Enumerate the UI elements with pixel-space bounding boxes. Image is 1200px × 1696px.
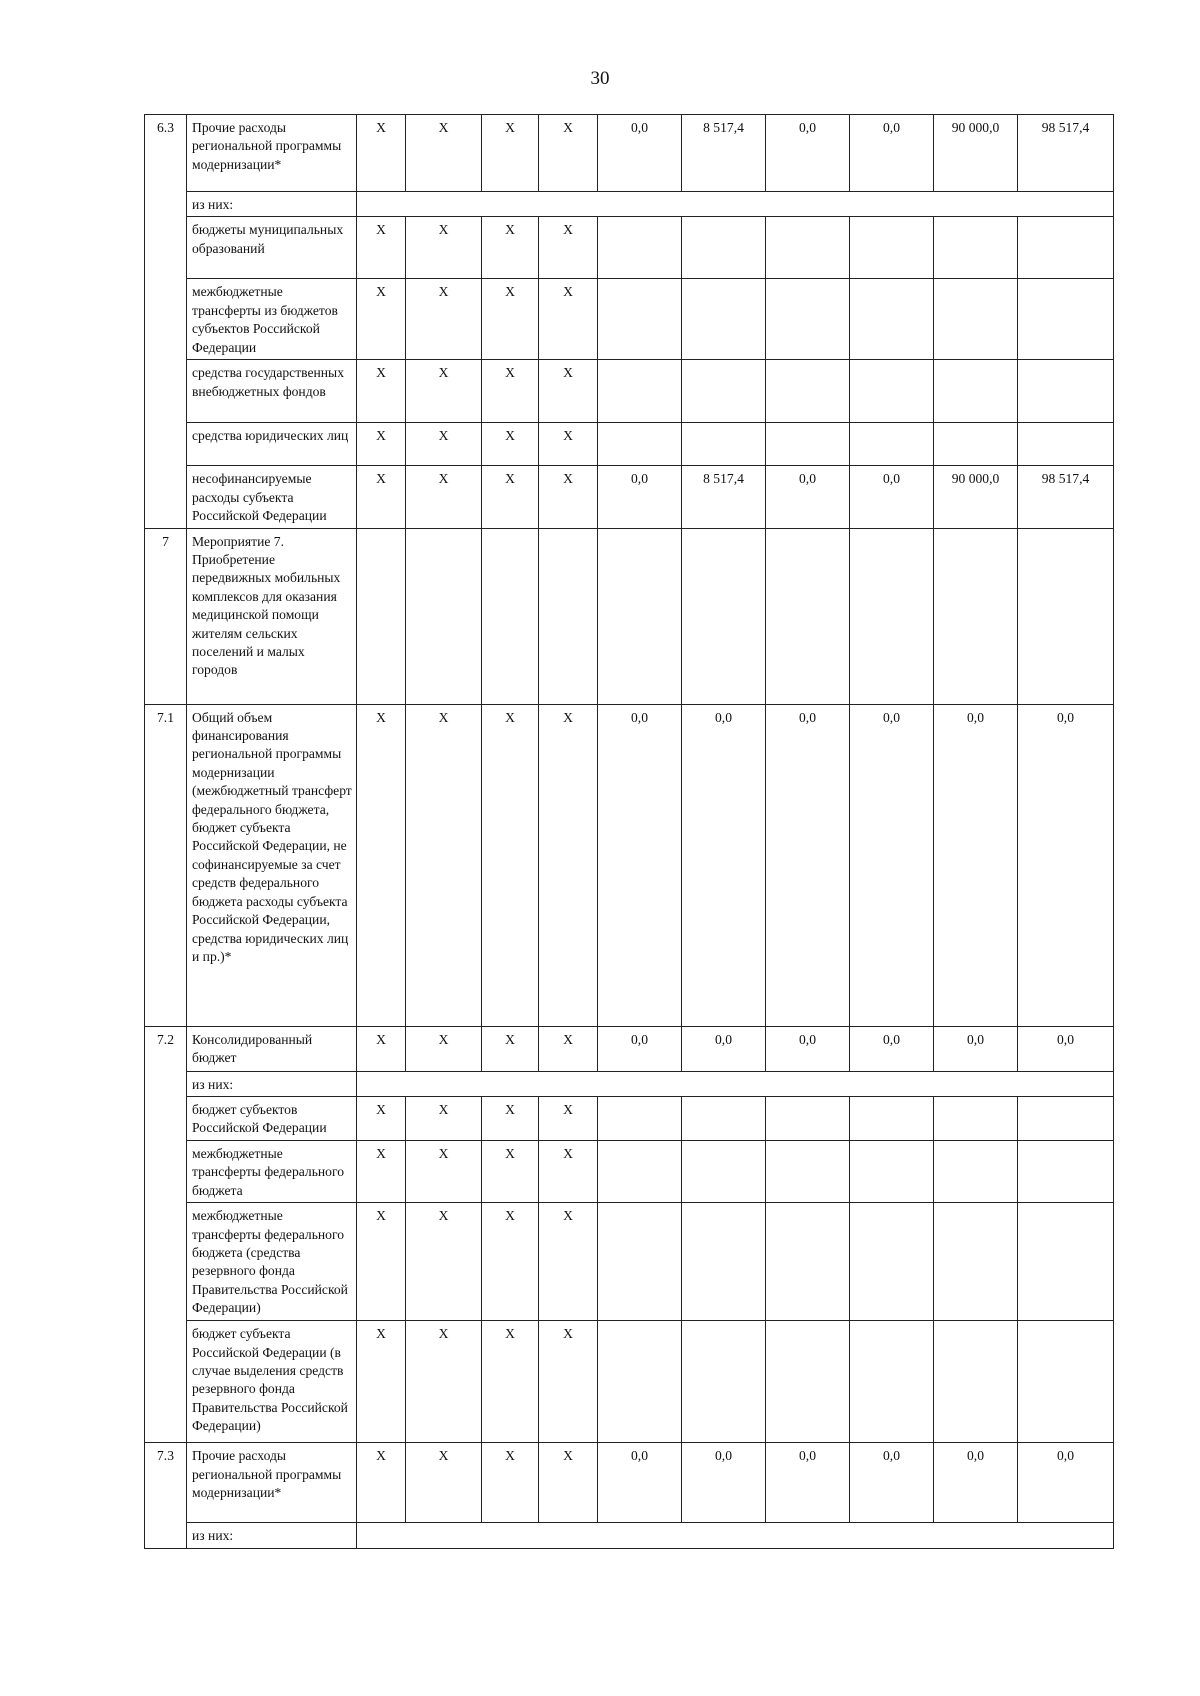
amount-cell: [766, 1321, 850, 1443]
x-mark-cell: X: [482, 1026, 539, 1071]
table-row: [145, 1141, 1114, 1203]
x-mark-cell: X: [482, 1203, 539, 1321]
row-description: бюджеты муниципальных образований: [187, 217, 357, 279]
amount-cell: 0,0: [598, 1443, 682, 1523]
x-mark-cell: X: [482, 1097, 539, 1141]
x-mark-cell: X: [357, 360, 406, 423]
x-mark-cell: X: [539, 1443, 598, 1523]
page-number: 30: [590, 68, 610, 89]
row-description: средства юридических лиц: [187, 423, 357, 466]
x-mark-cell: X: [539, 1097, 598, 1141]
x-mark-cell: X: [482, 360, 539, 423]
amount-cell: [766, 423, 850, 466]
row-description: межбюджетные трансферты федерального бюджета (средства резервного фонда Правительства Российской Федерации): [187, 1203, 357, 1321]
table-row: [145, 360, 1114, 423]
amount-cell: 90 000,0: [934, 115, 1018, 192]
x-mark-cell: X: [482, 1443, 539, 1523]
row-number: 7.2: [145, 1026, 187, 1443]
table-row: [145, 704, 1114, 1026]
amount-cell: [850, 360, 934, 423]
x-mark-cell: X: [357, 423, 406, 466]
amount-cell: [766, 1097, 850, 1141]
amount-cell: 0,0: [1018, 704, 1114, 1026]
x-mark-cell: X: [406, 279, 482, 360]
amount-cell: [850, 217, 934, 279]
amount-cell: [598, 528, 682, 704]
amount-cell: 0,0: [766, 1026, 850, 1071]
x-mark-cell: X: [482, 423, 539, 466]
table-row: [145, 1523, 1114, 1549]
amount-cell: 98 517,4: [1018, 466, 1114, 528]
row-description: межбюджетные трансферты федерального бюджета: [187, 1141, 357, 1203]
amount-cell: 8 517,4: [682, 115, 766, 192]
table-row: [145, 1097, 1114, 1141]
amount-cell: 0,0: [598, 466, 682, 528]
amount-cell: 0,0: [850, 115, 934, 192]
amount-cell: 0,0: [682, 1443, 766, 1523]
x-mark-cell: X: [482, 704, 539, 1026]
x-mark-cell: X: [482, 279, 539, 360]
x-mark-cell: X: [406, 423, 482, 466]
amount-cell: [850, 1141, 934, 1203]
table-row: [145, 423, 1114, 466]
amount-cell: [682, 360, 766, 423]
amount-cell: [682, 279, 766, 360]
table-row: [145, 217, 1114, 279]
amount-cell: 0,0: [766, 1443, 850, 1523]
amount-cell: [598, 217, 682, 279]
x-mark-cell: X: [406, 1097, 482, 1141]
x-mark-cell: X: [357, 115, 406, 192]
row-description: Мероприятие 7. Приобретение передвижных мобильных комплексов для оказания медицинской помощи жителям сельских поселений и малых городов: [187, 528, 357, 704]
x-mark-cell: X: [539, 1203, 598, 1321]
amount-cell: 0,0: [850, 704, 934, 1026]
table-row: [145, 279, 1114, 360]
row-description: несофинансируемые расходы субъекта Российской Федерации: [187, 466, 357, 528]
x-mark-cell: X: [539, 217, 598, 279]
row-description: Общий объем финансирования региональной программы модернизации (межбюджетный трансферт федерального бюджета, бюджет субъекта Российской Федерации, не софинансируемые за счет средств федерального бюджета расходы субъекта Российской Федерации, средства юридических лиц и пр.)*: [187, 704, 357, 1026]
x-mark-cell: X: [482, 115, 539, 192]
amount-cell: [1018, 1321, 1114, 1443]
row-description: бюджет субъекта Российской Федерации (в случае выделения средств резервного фонда Правительства Российской Федерации): [187, 1321, 357, 1443]
x-mark-cell: [406, 528, 482, 704]
x-mark-cell: X: [357, 1141, 406, 1203]
table-row: [145, 115, 1114, 192]
row-description: Консолидированный бюджет: [187, 1026, 357, 1071]
amount-cell: [934, 1321, 1018, 1443]
of-which-label: из них:: [187, 192, 357, 217]
amount-cell: [850, 1321, 934, 1443]
row-number: 7.1: [145, 704, 187, 1026]
amount-cell: [850, 528, 934, 704]
amount-cell: 0,0: [1018, 1026, 1114, 1071]
amount-cell: 0,0: [766, 704, 850, 1026]
amount-cell: 90 000,0: [934, 466, 1018, 528]
table-row: [145, 466, 1114, 528]
table-row: [145, 1071, 1114, 1096]
x-mark-cell: X: [357, 1443, 406, 1523]
amount-cell: [934, 1097, 1018, 1141]
x-mark-cell: X: [357, 466, 406, 528]
amount-cell: [934, 528, 1018, 704]
amount-cell: [934, 1203, 1018, 1321]
row-number: 6.3: [145, 115, 187, 529]
amount-cell: 0,0: [1018, 1443, 1114, 1523]
amount-cell: 0,0: [934, 1443, 1018, 1523]
row-description: межбюджетные трансферты из бюджетов субъектов Российской Федерации: [187, 279, 357, 360]
x-mark-cell: X: [357, 1097, 406, 1141]
amount-cell: 0,0: [598, 1026, 682, 1071]
amount-cell: [766, 360, 850, 423]
amount-cell: [766, 279, 850, 360]
amount-cell: [850, 1203, 934, 1321]
amount-cell: [850, 279, 934, 360]
x-mark-cell: X: [482, 1141, 539, 1203]
amount-cell: 0,0: [598, 115, 682, 192]
amount-cell: [598, 1141, 682, 1203]
x-mark-cell: X: [406, 217, 482, 279]
amount-cell: [850, 1097, 934, 1141]
amount-cell: 0,0: [598, 704, 682, 1026]
table-row: [145, 528, 1114, 704]
x-mark-cell: X: [539, 1141, 598, 1203]
x-mark-cell: X: [357, 704, 406, 1026]
amount-cell: [682, 423, 766, 466]
amount-cell: [598, 360, 682, 423]
amount-cell: [1018, 360, 1114, 423]
amount-cell: [682, 1141, 766, 1203]
row-description: Прочие расходы региональной программы модернизации*: [187, 1443, 357, 1523]
x-mark-cell: X: [406, 1026, 482, 1071]
amount-cell: [1018, 1141, 1114, 1203]
amount-cell: [934, 360, 1018, 423]
table-row: [145, 1203, 1114, 1321]
row-number: 7.3: [145, 1443, 187, 1549]
merged-empty-cell: [357, 1523, 1114, 1549]
budget-table: [144, 114, 1114, 1549]
amount-cell: [598, 1097, 682, 1141]
amount-cell: [1018, 1097, 1114, 1141]
amount-cell: 0,0: [850, 466, 934, 528]
amount-cell: [766, 528, 850, 704]
x-mark-cell: X: [406, 1443, 482, 1523]
x-mark-cell: X: [406, 466, 482, 528]
amount-cell: [682, 217, 766, 279]
x-mark-cell: X: [482, 217, 539, 279]
amount-cell: 0,0: [766, 115, 850, 192]
table-row: [145, 1443, 1114, 1523]
amount-cell: [850, 423, 934, 466]
x-mark-cell: X: [539, 466, 598, 528]
amount-cell: [934, 1141, 1018, 1203]
x-mark-cell: X: [406, 360, 482, 423]
x-mark-cell: X: [539, 423, 598, 466]
x-mark-cell: X: [357, 279, 406, 360]
x-mark-cell: [539, 528, 598, 704]
amount-cell: [766, 217, 850, 279]
amount-cell: 0,0: [934, 1026, 1018, 1071]
x-mark-cell: X: [357, 1026, 406, 1071]
x-mark-cell: X: [357, 1203, 406, 1321]
x-mark-cell: [482, 528, 539, 704]
amount-cell: 0,0: [766, 466, 850, 528]
amount-cell: [1018, 279, 1114, 360]
table-row: [145, 1026, 1114, 1071]
amount-cell: [598, 1321, 682, 1443]
x-mark-cell: X: [406, 1141, 482, 1203]
merged-empty-cell: [357, 192, 1114, 217]
amount-cell: 0,0: [682, 1026, 766, 1071]
x-mark-cell: X: [482, 466, 539, 528]
x-mark-cell: X: [539, 1321, 598, 1443]
amount-cell: 98 517,4: [1018, 115, 1114, 192]
row-description: Прочие расходы региональной программы модернизации*: [187, 115, 357, 192]
x-mark-cell: X: [539, 704, 598, 1026]
amount-cell: [682, 1203, 766, 1321]
amount-cell: 0,0: [934, 704, 1018, 1026]
x-mark-cell: X: [539, 360, 598, 423]
amount-cell: [682, 528, 766, 704]
x-mark-cell: X: [357, 217, 406, 279]
merged-empty-cell: [357, 1071, 1114, 1096]
table-row: [145, 1321, 1114, 1443]
amount-cell: [934, 279, 1018, 360]
amount-cell: [934, 423, 1018, 466]
x-mark-cell: X: [406, 704, 482, 1026]
amount-cell: [682, 1321, 766, 1443]
amount-cell: 0,0: [682, 704, 766, 1026]
amount-cell: [1018, 217, 1114, 279]
x-mark-cell: X: [406, 1321, 482, 1443]
amount-cell: [766, 1203, 850, 1321]
amount-cell: 8 517,4: [682, 466, 766, 528]
x-mark-cell: X: [406, 115, 482, 192]
amount-cell: [682, 1097, 766, 1141]
x-mark-cell: X: [539, 1026, 598, 1071]
x-mark-cell: [357, 528, 406, 704]
table-row: [145, 192, 1114, 217]
amount-cell: [1018, 423, 1114, 466]
x-mark-cell: X: [357, 1321, 406, 1443]
amount-cell: [1018, 1203, 1114, 1321]
x-mark-cell: X: [482, 1321, 539, 1443]
amount-cell: 0,0: [850, 1026, 934, 1071]
amount-cell: [598, 423, 682, 466]
x-mark-cell: X: [406, 1203, 482, 1321]
amount-cell: [598, 279, 682, 360]
of-which-label: из них:: [187, 1523, 357, 1549]
row-description: бюджет субъектов Российской Федерации: [187, 1097, 357, 1141]
amount-cell: [766, 1141, 850, 1203]
of-which-label: из них:: [187, 1071, 357, 1096]
x-mark-cell: X: [539, 279, 598, 360]
row-description: средства государственных внебюджетных фондов: [187, 360, 357, 423]
x-mark-cell: X: [539, 115, 598, 192]
row-number: 7: [145, 528, 187, 704]
amount-cell: [1018, 528, 1114, 704]
amount-cell: [598, 1203, 682, 1321]
amount-cell: [934, 217, 1018, 279]
amount-cell: 0,0: [850, 1443, 934, 1523]
